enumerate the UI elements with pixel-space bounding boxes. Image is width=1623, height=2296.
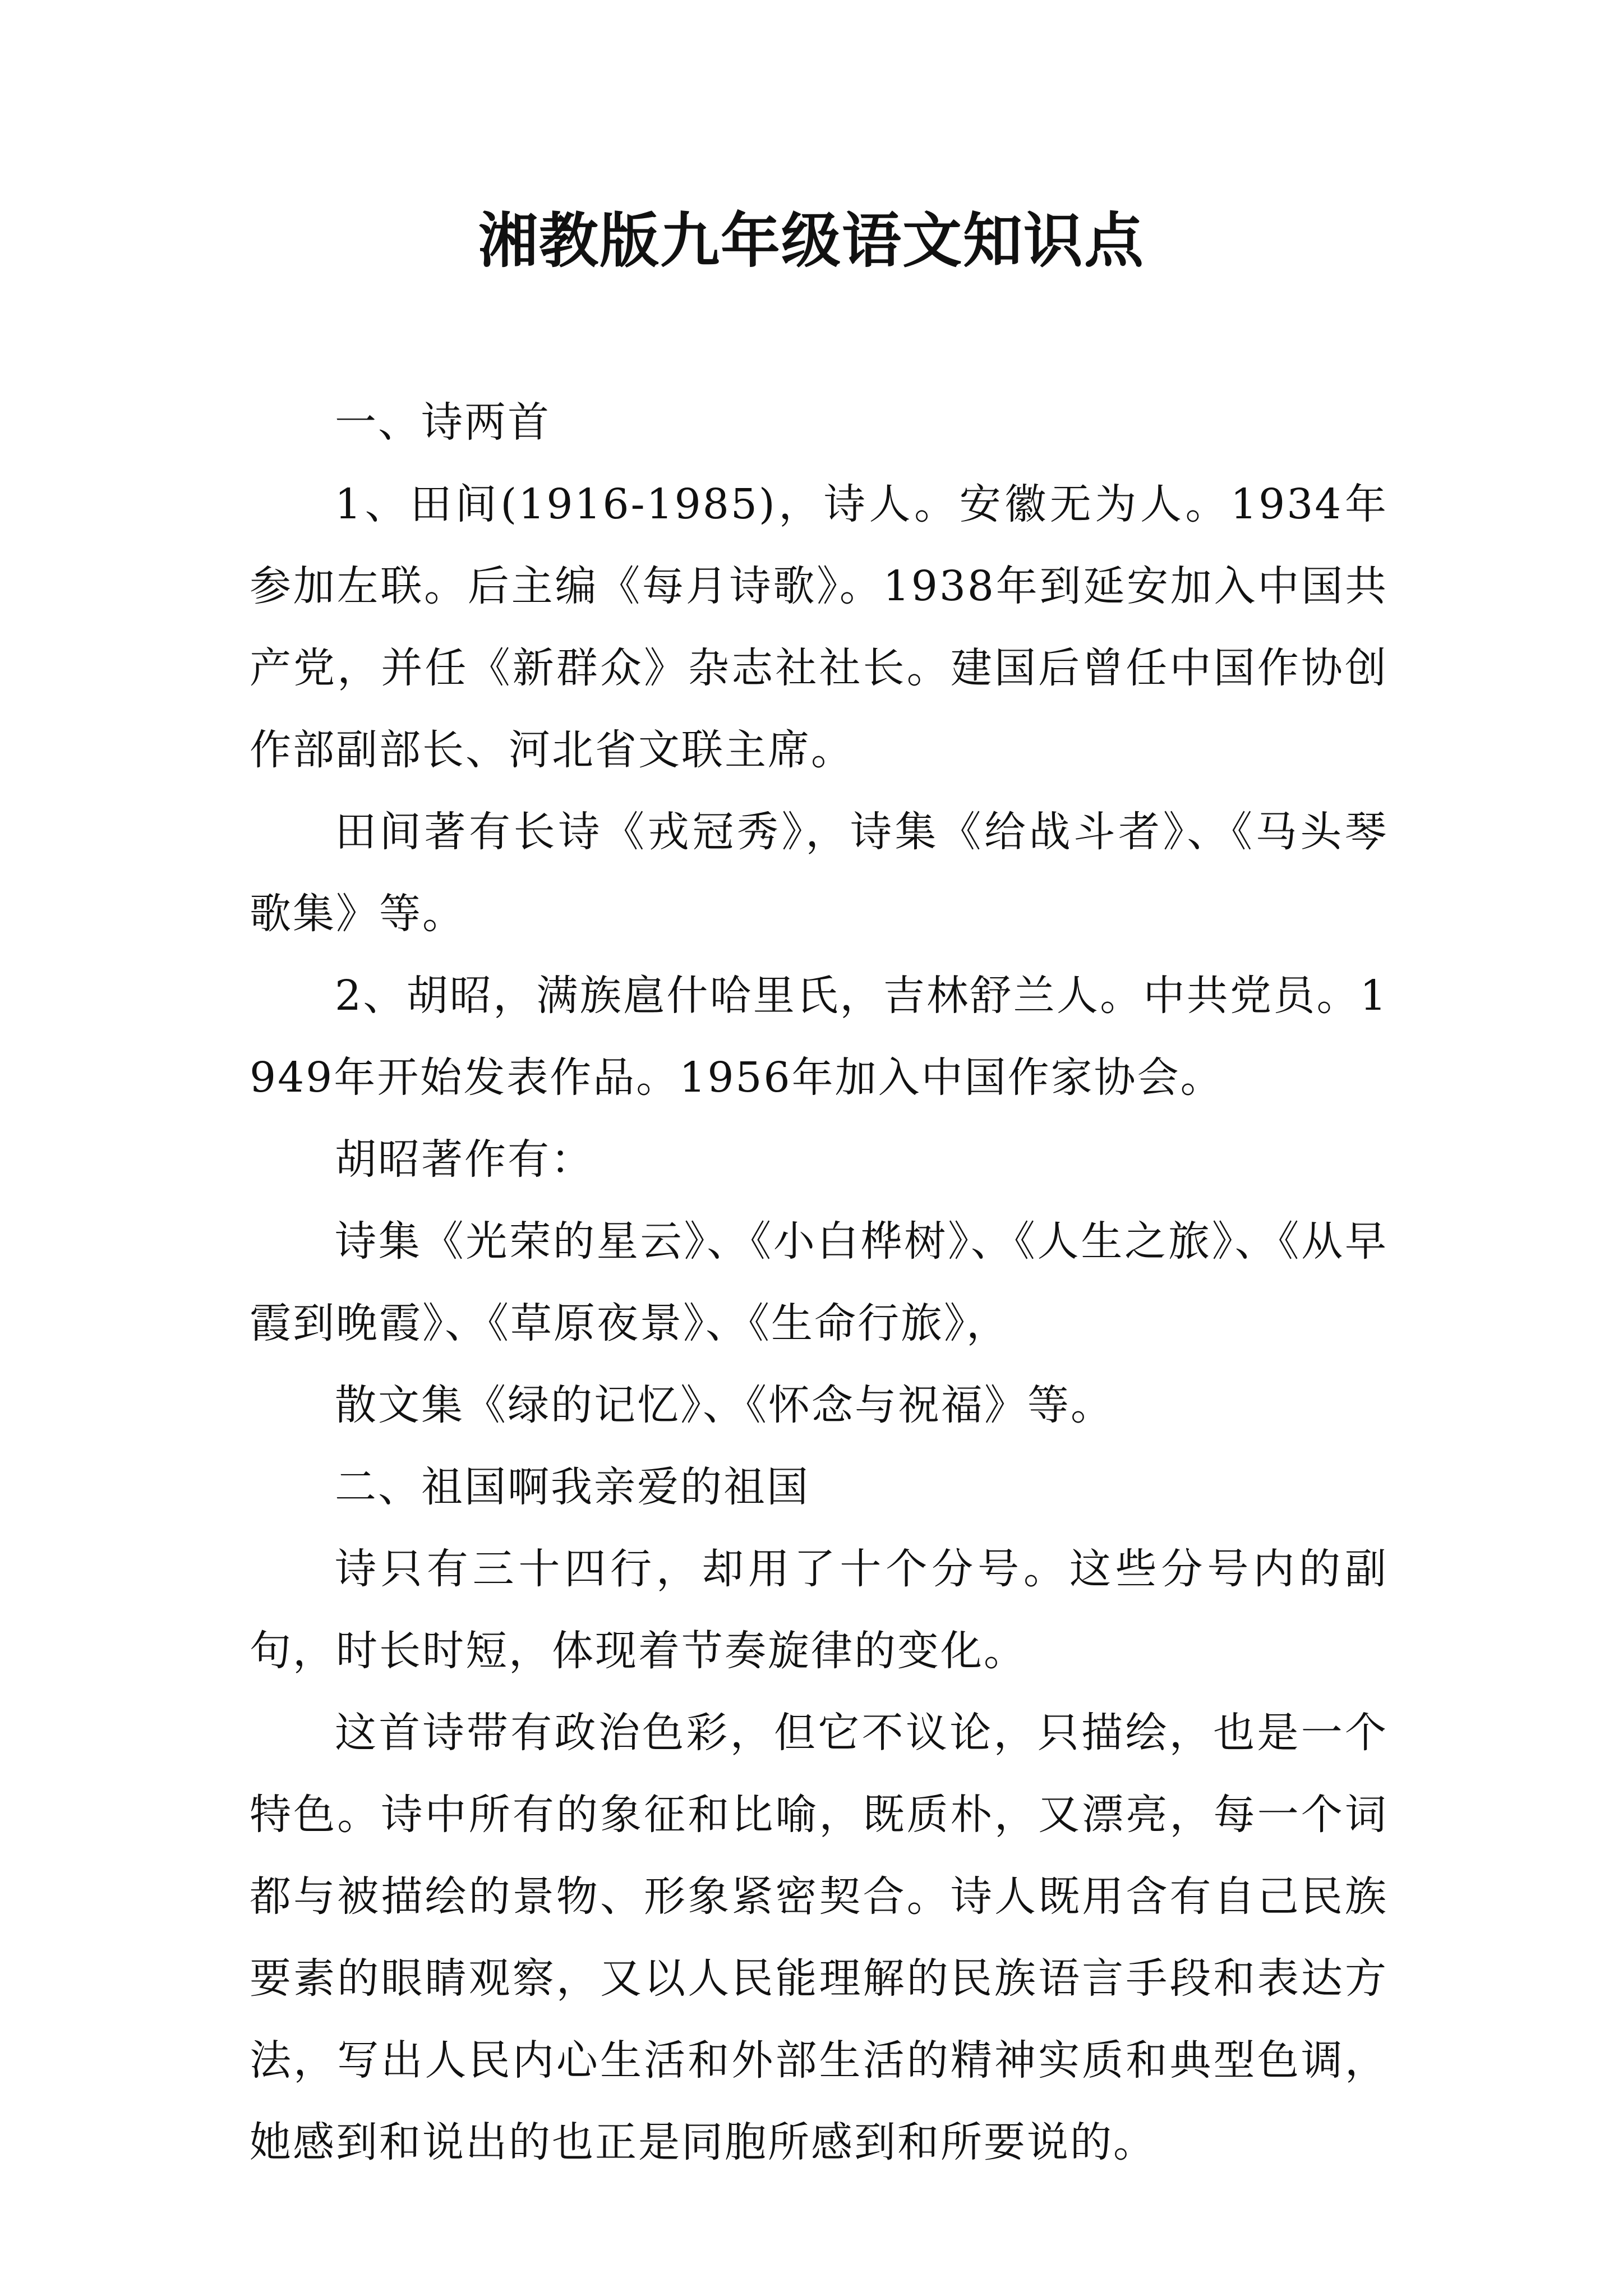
paragraph-tianjian-bio: 1、田间(1916-1985)，诗人。安徽无为人。1934年参加左联。后主编《每月诗歌》。1938年到延安加入中国共产党，并任《新群众》杂志社社长。建国后曾任中国作协创作部副部长、河北省文联主席。 bbox=[250, 480, 1388, 774]
paragraph-tianjian-works: 田间著有长诗《戎冠秀》，诗集《给战斗者》、《马头琴歌集》等。 bbox=[250, 808, 1388, 938]
section-heading-2: 二、祖国啊我亲爱的祖国 bbox=[335, 1463, 810, 1511]
section-heading-1: 一、诗两首 bbox=[335, 398, 551, 447]
paragraph-huzhao-poetry: 诗集《光荣的星云》、《小白桦树》、《人生之旅》、《从早霞到晚霞》、《草原夜景》、《生命行旅》， bbox=[250, 1217, 1388, 1347]
paragraph-huzhao-bio: 2、胡昭，满族扈什哈里氏，吉林舒兰人。中共党员。1949年开始发表作品。1956年加入中国作家协会。 bbox=[250, 972, 1388, 1102]
paragraph-semicolons: 诗只有三十四行，却用了十个分号。这些分号内的副句，时长时短，体现着节奏旋律的变化。 bbox=[250, 1545, 1388, 1675]
document-body bbox=[250, 381, 1388, 2183]
document-title: 湘教版九年级语文知识点 bbox=[478, 206, 1145, 275]
paragraph-poem-analysis: 这首诗带有政治色彩，但它不议论，只描绘，也是一个特色。诗中所有的象征和比喻，既质朴，又漂亮，每一个词都与被描绘的景物、形象紧密契合。诗人既用含有自己民族要素的眼睛观察，又以人民能理解的民族语言手段和表达方法，写出人民内心生活和外部生活的精神实质和典型色调，她感到和说出的也正是同胞所感到和所要说的。 bbox=[250, 1709, 1388, 2166]
paragraph-huzhao-prose: 散文集《绿的记忆》、《怀念与祝福》等。 bbox=[335, 1381, 1114, 1429]
paragraph-huzhao-works-intro: 胡昭著作有： bbox=[335, 1135, 594, 1184]
